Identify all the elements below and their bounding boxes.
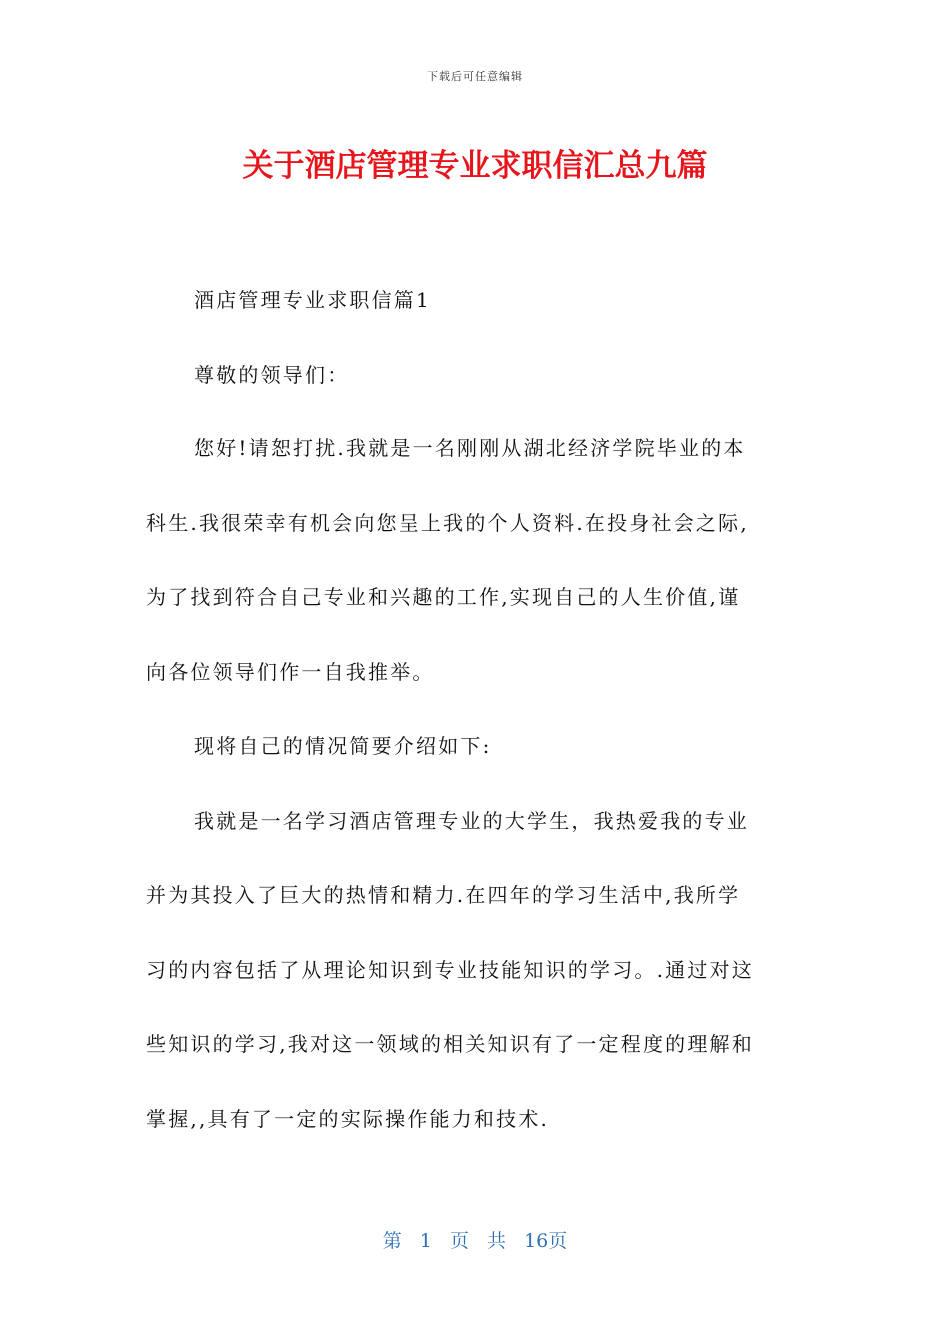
page-footer: [0, 1226, 950, 1253]
paragraph-line: 为了找到符合自己专业和兴趣的工作,实现自己的人生价值,谨: [146, 585, 741, 609]
header-note: 下载后可任意编辑: [427, 70, 523, 83]
paragraph-line: 习的内容包括了从理论知识到专业技能知识的学习。.通过对这: [146, 958, 754, 982]
footer-total-label: 共: [487, 1230, 507, 1252]
footer-prefix: 第: [382, 1230, 402, 1252]
footer-page-word: 页: [449, 1230, 469, 1252]
paragraph-line: 并为其投入了巨大的热情和精力.在四年的学习生活中,我所学: [146, 883, 741, 907]
footer-page-number: 1: [419, 1230, 432, 1252]
salutation: 尊敬的领导们：: [194, 363, 350, 387]
paragraph-line: 掌握,,具有了一定的实际操作能力和技术.: [146, 1107, 550, 1131]
document-title: 关于酒店管理专业求职信汇总九篇: [242, 148, 708, 184]
paragraph-line: 我就是一名学习酒店管理专业的大学生，我热爱我的专业: [194, 809, 749, 833]
paragraph-line: 您好!请恕打扰.我就是一名刚刚从湖北经济学院毕业的本: [194, 436, 746, 460]
paragraph-line: 科生.我很荣幸有机会向您呈上我的个人资料.在投身社会之际,: [146, 511, 749, 535]
section-heading: 酒店管理专业求职信篇1: [194, 288, 431, 312]
footer-total: 16页: [524, 1230, 568, 1252]
paragraph-line: 些知识的学习,我对这一领域的相关知识有了一定程度的理解和: [146, 1032, 754, 1056]
paragraph-line: 向各位领导们作一自我推举。: [146, 660, 435, 684]
paragraph-line: 现将自己的情况简要介绍如下:: [194, 734, 492, 758]
